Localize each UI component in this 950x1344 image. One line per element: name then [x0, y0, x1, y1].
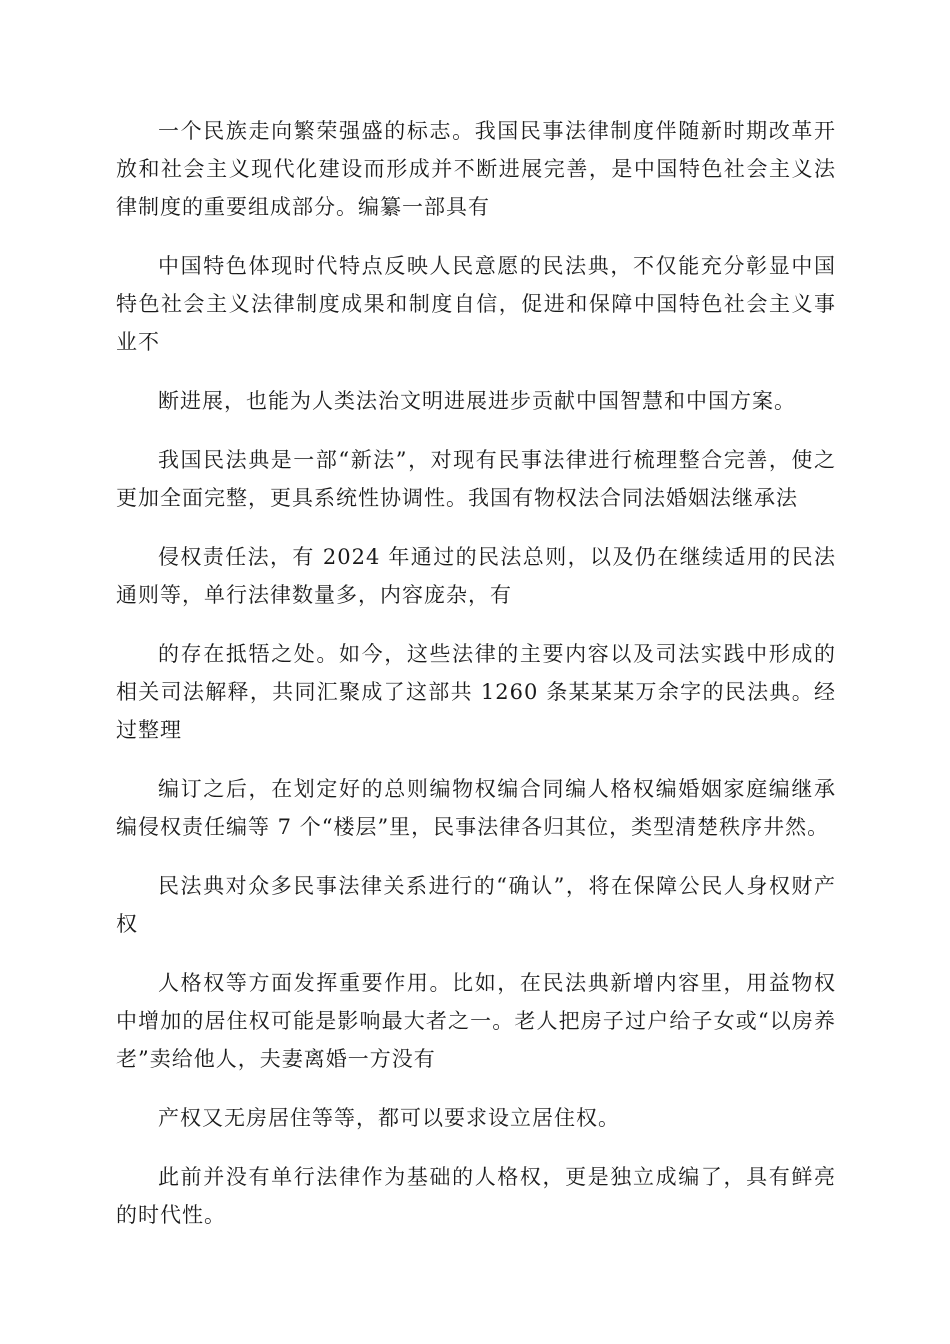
paragraph: 的存在抵牾之处。如今，这些法律的主要内容以及司法实践中形成的相关司法解释，共同汇聚成了这部共 1260 条某某某万余字的民法典。经过整理	[116, 642, 836, 742]
paragraph: 我国民法典是一部“新法”，对现有民事法律进行梳理整合完善，使之更加全面完整，更具系统性协调性。我国有物权法合同法婚姻法继承法	[116, 448, 836, 510]
paragraph: 侵权责任法，有 2024 年通过的民法总则，以及仍在继续适用的民法通则等，单行法律数量多，内容庞杂，有	[116, 545, 836, 607]
paragraph: 此前并没有单行法律作为基础的人格权，更是独立成编了，具有鲜亮的时代性。	[116, 1165, 836, 1227]
paragraph: 人格权等方面发挥重要作用。比如，在民法典新增内容里，用益物权中增加的居住权可能是影响最大者之一。老人把房子过户给子女或“以房养老”卖给他人，夫妻离婚一方没有	[116, 971, 836, 1071]
paragraph: 产权又无房居住等等，都可以要求设立居住权。	[158, 1106, 620, 1130]
document-body	[116, 112, 836, 1255]
paragraph: 断进展，也能为人类法治文明进展进步贡献中国智慧和中国方案。	[158, 389, 796, 413]
paragraph: 民法典对众多民事法律关系进行的“确认”，将在保障公民人身权财产权	[116, 874, 836, 936]
paragraph: 编订之后，在划定好的总则编物权编合同编人格权编婚姻家庭编继承编侵权责任编等 7 个“楼层”里，民事法律各归其位，类型清楚秩序井然。	[116, 777, 836, 839]
paragraph: 中国特色体现时代特点反映人民意愿的民法典，不仅能充分彰显中国特色社会主义法律制度成果和制度自信，促进和保障中国特色社会主义事业不	[116, 254, 836, 354]
paragraph: 一个民族走向繁荣强盛的标志。我国民事法律制度伴随新时期改革开放和社会主义现代化建设而形成并不断进展完善，是中国特色社会主义法律制度的重要组成部分。编纂一部具有	[116, 119, 836, 219]
